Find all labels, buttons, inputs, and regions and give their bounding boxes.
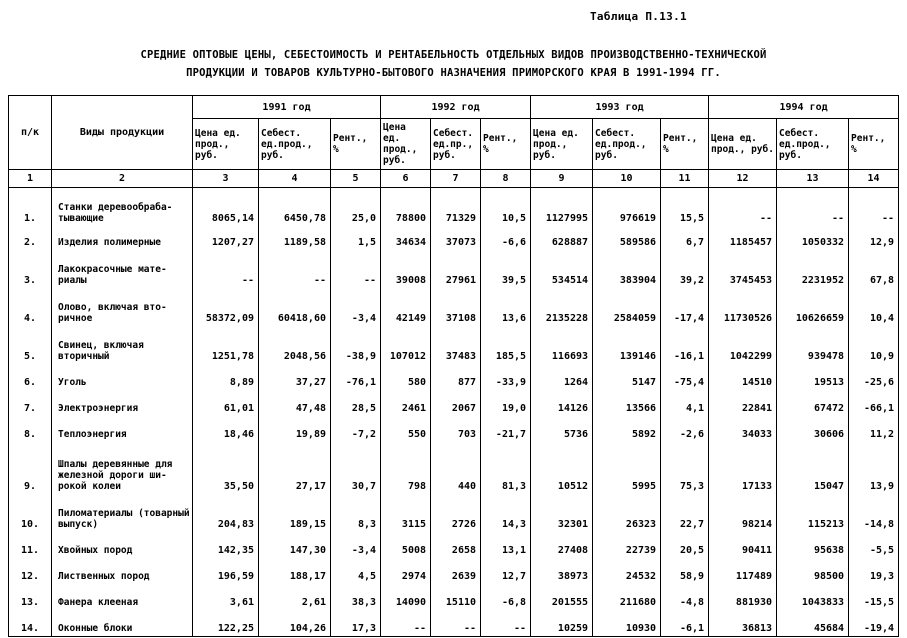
- table-cell: 1207,27: [193, 226, 259, 250]
- table-cell: 27961: [431, 250, 481, 288]
- table-cell: 1264: [531, 364, 593, 390]
- table-cell: 42149: [381, 288, 431, 326]
- table-cell: 14,3: [481, 494, 531, 532]
- table-cell: -6,6: [481, 226, 531, 250]
- colnum: 6: [381, 170, 431, 188]
- product-name: Станки деревообраба-тывающие: [52, 188, 193, 227]
- table-cell: 10259: [531, 610, 593, 637]
- product-name: Электроэнергия: [52, 390, 193, 416]
- table-cell: 8,3: [331, 494, 381, 532]
- table-cell: 39008: [381, 250, 431, 288]
- table-row: [9, 532, 899, 558]
- table-cell: 939478: [777, 326, 849, 364]
- header-year-1991: 1991 год: [193, 96, 381, 119]
- table-cell: 78800: [381, 188, 431, 227]
- row-number: 8.: [9, 416, 52, 442]
- table-cell: 37073: [431, 226, 481, 250]
- row-number: 9.: [9, 442, 52, 494]
- table-cell: 15047: [777, 442, 849, 494]
- table-row: [9, 390, 899, 416]
- table-row: [9, 250, 899, 288]
- table-cell: 17133: [709, 442, 777, 494]
- table-cell: 580: [381, 364, 431, 390]
- product-name: Уголь: [52, 364, 193, 390]
- table-cell: --: [259, 250, 331, 288]
- header-profit-1992: Рент., %: [481, 119, 531, 170]
- table-cell: 10930: [593, 610, 661, 637]
- table-cell: 95638: [777, 532, 849, 558]
- table-cell: 5147: [593, 364, 661, 390]
- product-name: Фанера клееная: [52, 584, 193, 610]
- header-price-1994: Цена ед. прод., руб.: [709, 119, 777, 170]
- header-cost-1993: Себест. ед.прод., руб.: [593, 119, 661, 170]
- table-title: [0, 46, 907, 82]
- table-cell: 3115: [381, 494, 431, 532]
- table-cell: 383904: [593, 250, 661, 288]
- table-cell: 11730526: [709, 288, 777, 326]
- table-cell: 34033: [709, 416, 777, 442]
- table-cell: 3745453: [709, 250, 777, 288]
- table-cell: 196,59: [193, 558, 259, 584]
- colnum: 14: [849, 170, 899, 188]
- table-cell: 142,35: [193, 532, 259, 558]
- header-price-1993: Цена ед. прод., руб.: [531, 119, 593, 170]
- table-cell: 10,5: [481, 188, 531, 227]
- table-cell: 13,1: [481, 532, 531, 558]
- table-cell: -25,6: [849, 364, 899, 390]
- table-cell: 8065,14: [193, 188, 259, 227]
- header-profit-1994: Рент., %: [849, 119, 899, 170]
- table-cell: 6450,78: [259, 188, 331, 227]
- table-cell: 35,50: [193, 442, 259, 494]
- table-cell: -33,9: [481, 364, 531, 390]
- row-number: 12.: [9, 558, 52, 584]
- table-cell: -66,1: [849, 390, 899, 416]
- table-cell: 2658: [431, 532, 481, 558]
- table-cell: 798: [381, 442, 431, 494]
- table-cell: 67472: [777, 390, 849, 416]
- table-cell: 37108: [431, 288, 481, 326]
- table-cell: 67,8: [849, 250, 899, 288]
- header-year-1994: 1994 год: [709, 96, 899, 119]
- table-cell: 12,7: [481, 558, 531, 584]
- product-name: Пиломатериалы (товарный выпуск): [52, 494, 193, 532]
- table-cell: 2584059: [593, 288, 661, 326]
- table-cell: -19,4: [849, 610, 899, 637]
- table-cell: 38,3: [331, 584, 381, 610]
- table-cell: 13566: [593, 390, 661, 416]
- colnum: 4: [259, 170, 331, 188]
- table-cell: 116693: [531, 326, 593, 364]
- colnum: 11: [661, 170, 709, 188]
- table-cell: --: [193, 250, 259, 288]
- table-cell: 22739: [593, 532, 661, 558]
- table-cell: 10,9: [849, 326, 899, 364]
- table-cell: 211680: [593, 584, 661, 610]
- table-cell: 1185457: [709, 226, 777, 250]
- colnum: 10: [593, 170, 661, 188]
- table-cell: 6,7: [661, 226, 709, 250]
- header-year-1993: 1993 год: [531, 96, 709, 119]
- table-row: [9, 416, 899, 442]
- table-cell: 1189,58: [259, 226, 331, 250]
- table-cell: 14126: [531, 390, 593, 416]
- colnum: 3: [193, 170, 259, 188]
- table-cell: 19,89: [259, 416, 331, 442]
- table-row: [9, 584, 899, 610]
- table-cell: -38,9: [331, 326, 381, 364]
- table-cell: 5892: [593, 416, 661, 442]
- table-cell: 2974: [381, 558, 431, 584]
- table-cell: 18,46: [193, 416, 259, 442]
- header-profit-1993: Рент., %: [661, 119, 709, 170]
- header-year-1992: 1992 год: [381, 96, 531, 119]
- table-cell: 14090: [381, 584, 431, 610]
- product-name: Изделия полимерные: [52, 226, 193, 250]
- colnum: 5: [331, 170, 381, 188]
- table-cell: 201555: [531, 584, 593, 610]
- table-cell: -17,4: [661, 288, 709, 326]
- table-cell: 10626659: [777, 288, 849, 326]
- table-cell: 3,61: [193, 584, 259, 610]
- table-cell: 2,61: [259, 584, 331, 610]
- table-cell: -2,6: [661, 416, 709, 442]
- table-cell: 14510: [709, 364, 777, 390]
- table-row: [9, 494, 899, 532]
- table-cell: 534514: [531, 250, 593, 288]
- table-cell: 2048,56: [259, 326, 331, 364]
- table-cell: 27,17: [259, 442, 331, 494]
- row-number: 7.: [9, 390, 52, 416]
- table-cell: -7,2: [331, 416, 381, 442]
- table-cell: 90411: [709, 532, 777, 558]
- table-cell: -5,5: [849, 532, 899, 558]
- table-cell: --: [709, 188, 777, 227]
- table-cell: 58372,09: [193, 288, 259, 326]
- product-name: Олово, включая вто-ричное: [52, 288, 193, 326]
- table-cell: 5736: [531, 416, 593, 442]
- header-cost-1994: Себест. ед.прод., руб.: [777, 119, 849, 170]
- table-cell: 2067: [431, 390, 481, 416]
- header-cost-1992: Себест. ед.пр., руб.: [431, 119, 481, 170]
- table-cell: 628887: [531, 226, 593, 250]
- table-cell: 185,5: [481, 326, 531, 364]
- product-name: Теплоэнергия: [52, 416, 193, 442]
- table-cell: 2726: [431, 494, 481, 532]
- table-cell: 2461: [381, 390, 431, 416]
- table-cell: 4,5: [331, 558, 381, 584]
- table-cell: 1043833: [777, 584, 849, 610]
- table-cell: 13,9: [849, 442, 899, 494]
- data-table: [8, 95, 899, 637]
- table-cell: 32301: [531, 494, 593, 532]
- table-cell: 189,15: [259, 494, 331, 532]
- table-cell: -3,4: [331, 288, 381, 326]
- row-number: 5.: [9, 326, 52, 364]
- table-cell: 45684: [777, 610, 849, 637]
- table-cell: -3,4: [331, 532, 381, 558]
- product-name: Оконные блоки: [52, 610, 193, 637]
- row-number: 1.: [9, 188, 52, 227]
- table-cell: 81,3: [481, 442, 531, 494]
- table-cell: 2231952: [777, 250, 849, 288]
- table-cell: 17,3: [331, 610, 381, 637]
- table-cell: 98214: [709, 494, 777, 532]
- table-cell: 10512: [531, 442, 593, 494]
- table-cell: 104,26: [259, 610, 331, 637]
- table-cell: 1251,78: [193, 326, 259, 364]
- table-cell: 204,83: [193, 494, 259, 532]
- row-number: 2.: [9, 226, 52, 250]
- row-number: 3.: [9, 250, 52, 288]
- table-cell: 71329: [431, 188, 481, 227]
- table-cell: 877: [431, 364, 481, 390]
- title-line-1: СРЕДНИЕ ОПТОВЫЕ ЦЕНЫ, СЕБЕСТОИМОСТЬ И РЕНТАБЕЛЬНОСТЬ ОТДЕЛЬНЫХ ВИДОВ ПРОИЗВОДСТВЕННО-ТЕХНИЧЕСКОЙ: [140, 49, 767, 61]
- table-cell: 58,9: [661, 558, 709, 584]
- header-profit-1991: Рент., %: [331, 119, 381, 170]
- table-cell: 15110: [431, 584, 481, 610]
- header-cost-1991: Себест. ед.прод., руб.: [259, 119, 331, 170]
- table-cell: -15,5: [849, 584, 899, 610]
- table-cell: 34634: [381, 226, 431, 250]
- table-cell: 39,2: [661, 250, 709, 288]
- colnum: 12: [709, 170, 777, 188]
- product-name: Лиственных пород: [52, 558, 193, 584]
- table-cell: 11,2: [849, 416, 899, 442]
- table-cell: 22,7: [661, 494, 709, 532]
- table-cell: 703: [431, 416, 481, 442]
- table-cell: 75,3: [661, 442, 709, 494]
- table-cell: 47,48: [259, 390, 331, 416]
- table-cell: 1,5: [331, 226, 381, 250]
- table-cell: --: [849, 188, 899, 227]
- title-line-2: ПРОДУКЦИИ И ТОВАРОВ КУЛЬТУРНО-БЫТОВОГО НАЗНАЧЕНИЯ ПРИМОРСКОГО КРАЯ В 1991-1994 ГГ.: [186, 67, 721, 79]
- table-cell: --: [381, 610, 431, 637]
- table-cell: --: [431, 610, 481, 637]
- table-cell: 976619: [593, 188, 661, 227]
- table-cell: 4,1: [661, 390, 709, 416]
- table-cell: 1050332: [777, 226, 849, 250]
- table-cell: --: [777, 188, 849, 227]
- table-cell: 2135228: [531, 288, 593, 326]
- table-cell: -76,1: [331, 364, 381, 390]
- product-name: Лакокрасочные мате-риалы: [52, 250, 193, 288]
- table-cell: 15,5: [661, 188, 709, 227]
- table-cell: 36813: [709, 610, 777, 637]
- table-cell: -6,1: [661, 610, 709, 637]
- table-cell: 37483: [431, 326, 481, 364]
- product-name: Шпалы деревянные для железной дороги ши-рокой колеи: [52, 442, 193, 494]
- colnum: 8: [481, 170, 531, 188]
- table-cell: 39,5: [481, 250, 531, 288]
- table-cell: 115213: [777, 494, 849, 532]
- header-price-1991: Цена ед. прод., руб.: [193, 119, 259, 170]
- table-cell: 589586: [593, 226, 661, 250]
- table-cell: 28,5: [331, 390, 381, 416]
- table-row: [9, 364, 899, 390]
- table-cell: 440: [431, 442, 481, 494]
- table-cell: 98500: [777, 558, 849, 584]
- table-cell: 2639: [431, 558, 481, 584]
- product-name: Хвойных пород: [52, 532, 193, 558]
- table-cell: 881930: [709, 584, 777, 610]
- table-cell: 5995: [593, 442, 661, 494]
- table-cell: 38973: [531, 558, 593, 584]
- table-cell: 19513: [777, 364, 849, 390]
- table-cell: -6,8: [481, 584, 531, 610]
- table-cell: 61,01: [193, 390, 259, 416]
- table-cell: 10,4: [849, 288, 899, 326]
- colnum: 13: [777, 170, 849, 188]
- table-row: [9, 288, 899, 326]
- table-row: [9, 188, 899, 227]
- row-number: 10.: [9, 494, 52, 532]
- table-cell: 1042299: [709, 326, 777, 364]
- table-cell: -21,7: [481, 416, 531, 442]
- table-cell: 30,7: [331, 442, 381, 494]
- table-cell: 122,25: [193, 610, 259, 637]
- table-cell: 19,0: [481, 390, 531, 416]
- table-cell: 26323: [593, 494, 661, 532]
- table-cell: -4,8: [661, 584, 709, 610]
- table-cell: 107012: [381, 326, 431, 364]
- table-cell: 8,89: [193, 364, 259, 390]
- header-price-1992: Цена ед. прод., руб.: [381, 119, 431, 170]
- table-row: [9, 326, 899, 364]
- colnum: 7: [431, 170, 481, 188]
- table-cell: 12,9: [849, 226, 899, 250]
- table-caption: Таблица П.13.1: [590, 10, 687, 23]
- table-cell: 188,17: [259, 558, 331, 584]
- table-cell: 13,6: [481, 288, 531, 326]
- table-cell: 22841: [709, 390, 777, 416]
- row-number: 13.: [9, 584, 52, 610]
- table-cell: 37,27: [259, 364, 331, 390]
- header-product: Виды продукции: [52, 96, 193, 170]
- colnum: 2: [52, 170, 193, 188]
- colnum: 9: [531, 170, 593, 188]
- row-number: 11.: [9, 532, 52, 558]
- product-name: Свинец, включая вторичный: [52, 326, 193, 364]
- row-number: 14.: [9, 610, 52, 637]
- row-number: 6.: [9, 364, 52, 390]
- table-cell: 60418,60: [259, 288, 331, 326]
- table-row: [9, 610, 899, 637]
- table-body: [9, 188, 899, 637]
- table-cell: 19,3: [849, 558, 899, 584]
- table-cell: --: [481, 610, 531, 637]
- table-cell: 139146: [593, 326, 661, 364]
- colnum: 1: [9, 170, 52, 188]
- table-cell: 1127995: [531, 188, 593, 227]
- table-cell: -75,4: [661, 364, 709, 390]
- table-cell: -16,1: [661, 326, 709, 364]
- table-row: [9, 558, 899, 584]
- table-cell: 117489: [709, 558, 777, 584]
- table-cell: -14,8: [849, 494, 899, 532]
- table-cell: 20,5: [661, 532, 709, 558]
- table-cell: 25,0: [331, 188, 381, 227]
- table-cell: 27408: [531, 532, 593, 558]
- table-cell: 147,30: [259, 532, 331, 558]
- table-cell: 30606: [777, 416, 849, 442]
- table-cell: 550: [381, 416, 431, 442]
- row-number: 4.: [9, 288, 52, 326]
- header-no: п/к: [9, 96, 52, 170]
- table-cell: 5008: [381, 532, 431, 558]
- table-row: [9, 442, 899, 494]
- table-row: [9, 226, 899, 250]
- table-cell: 24532: [593, 558, 661, 584]
- table-cell: --: [331, 250, 381, 288]
